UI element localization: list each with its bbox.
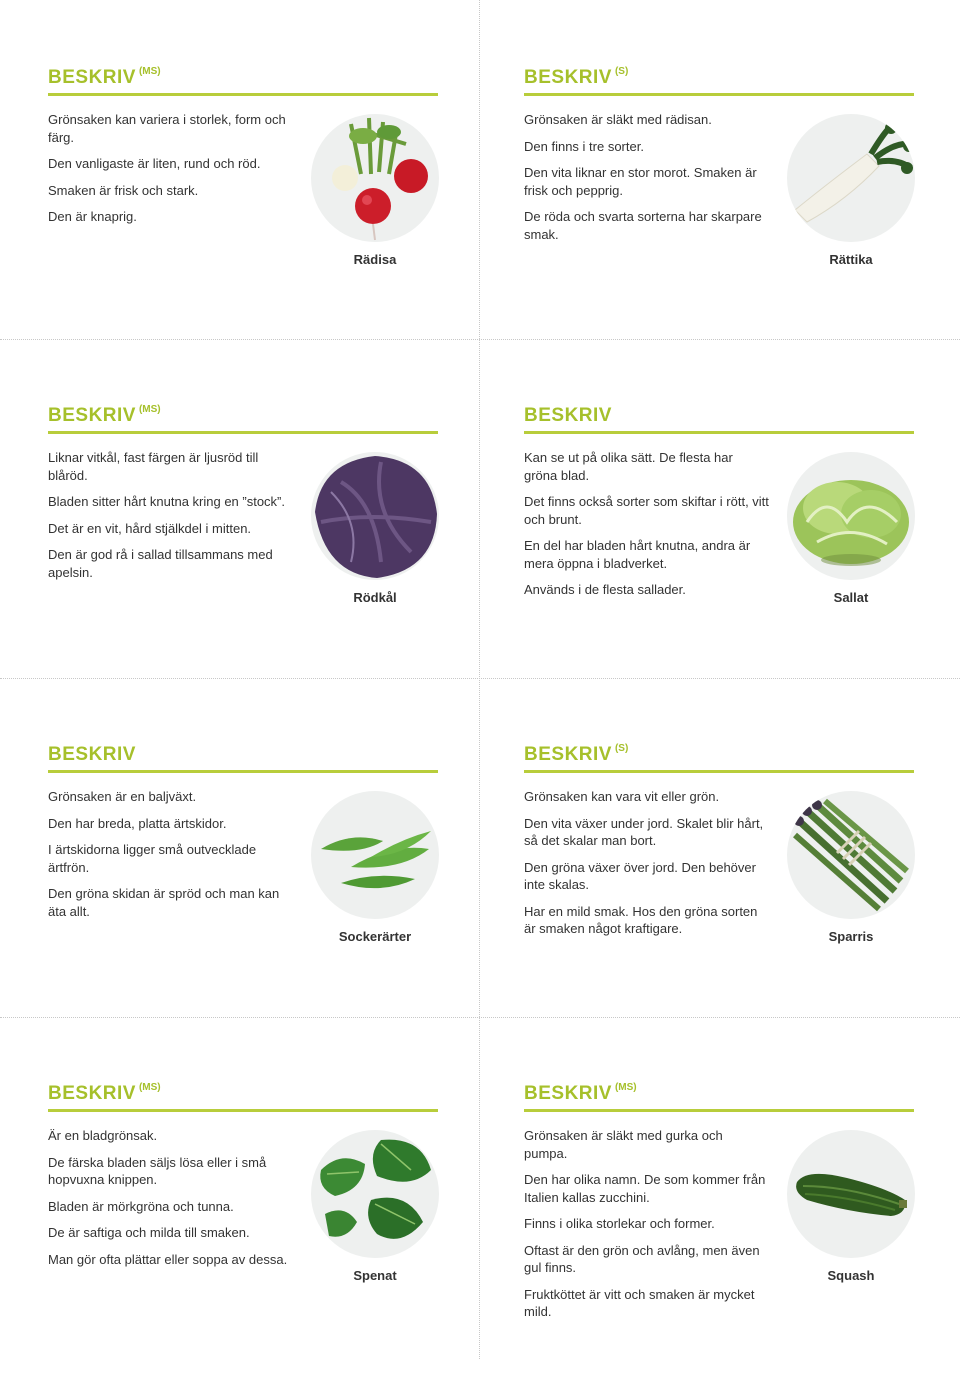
card-spinach <box>48 1082 448 1382</box>
description-line: Man gör ofta plättar eller soppa av dessa. <box>48 1251 288 1267</box>
description-line: En del har bladen hårt knutna, andra är mera öppna i bladverket. <box>524 538 751 571</box>
title-text: BESKRIV <box>48 1083 136 1104</box>
card-description <box>524 788 769 947</box>
description-line: Grönsaken kan vara vit eller grön. <box>524 789 720 804</box>
card-asparagus <box>524 743 924 1043</box>
card-zucchini <box>524 1082 924 1382</box>
description-line: Den har olika namn. De som kommer från Italien kallas zucchini. <box>524 1172 766 1205</box>
description-line: Det finns också sorter som skiftar i rött, vitt och brunt. <box>524 494 769 527</box>
card-red-cabbage <box>48 404 448 704</box>
vegetable-name: Squash <box>827 1268 875 1283</box>
description-line: Har en mild smak. Hos den gröna sorten är smaken något kraftigare. <box>524 903 758 936</box>
vegetable-name: Rättika <box>829 252 873 267</box>
description-line: Den vita liknar en stor morot. Smaken är frisk och pepprig. <box>524 165 757 198</box>
card-title <box>524 404 914 434</box>
title-text: BESKRIV <box>48 744 136 765</box>
card-description <box>48 449 293 590</box>
card-title <box>48 743 438 773</box>
description-line: Den vita växer under jord. Skalet blir hårt, så det skalar man bort. <box>524 815 764 848</box>
vegetable-name: Spenat <box>353 1268 397 1283</box>
red-cabbage-icon <box>311 452 439 580</box>
description-line: Används i de flesta sallader. <box>524 582 686 597</box>
title-text: BESKRIV <box>48 405 136 426</box>
description-line: Liknar vitkål, fast färgen är ljusröd till blåröd. <box>48 450 259 483</box>
card-daikon <box>524 66 924 366</box>
description-line: Finns i olika storlekar och former. <box>524 1216 715 1231</box>
vegetable-name: Sockerärter <box>338 929 412 944</box>
vegetable-name: Sparris <box>828 929 874 944</box>
card-radish <box>48 66 448 366</box>
description-line: Den vanligaste är liten, rund och röd. <box>48 156 261 171</box>
spinach-icon <box>311 1130 439 1258</box>
description-line: Grönsaken är släkt med rädisan. <box>524 112 712 127</box>
description-line: Den gröna skidan är spröd och man kan äta allt. <box>48 886 280 919</box>
radish-icon <box>311 114 439 242</box>
vegetable-name: Rädisa <box>353 252 397 267</box>
zucchini-icon <box>787 1130 915 1258</box>
vegetable-name: Rödkål <box>353 590 397 605</box>
title-level: (MS) <box>138 1082 161 1093</box>
description-line: De färska bladen säljs lösa eller i små hopvuxna knippen. <box>48 1154 267 1187</box>
card-description <box>48 111 293 235</box>
title-text: BESKRIV <box>48 67 136 88</box>
description-line: Den är god rå i sallad tillsammans med apelsin. <box>48 547 273 580</box>
asparagus-icon <box>787 791 915 919</box>
description-line: I ärtskidorna ligger små outvecklade ärtfrön. <box>48 842 257 875</box>
description-line: Grönsaken är en baljväxt. <box>48 789 197 804</box>
title-level: (MS) <box>614 1082 637 1093</box>
description-line: Den har breda, platta ärtskidor. <box>48 815 227 831</box>
title-text: BESKRIV <box>524 1083 612 1104</box>
card-title <box>524 1082 914 1112</box>
description-line: Oftast är den grön och avlång, men även gul finns. <box>524 1242 760 1275</box>
title-text: BESKRIV <box>524 744 612 765</box>
vegetable-name: Sallat <box>833 590 869 605</box>
description-line: Bladen är mörkgröna och tunna. <box>48 1198 234 1214</box>
title-level: (MS) <box>138 66 161 77</box>
lettuce-icon <box>787 452 915 580</box>
card-description <box>48 1127 293 1277</box>
description-line: Fruktköttet är vitt och smaken är mycket mild. <box>524 1286 755 1319</box>
card-title <box>48 404 438 434</box>
description-line: Smaken är frisk och stark. <box>48 182 199 198</box>
daikon-icon <box>787 114 915 242</box>
card-title <box>48 1082 438 1112</box>
card-title <box>48 66 438 96</box>
title-level: (S) <box>614 66 629 77</box>
title-level: (MS) <box>138 404 161 415</box>
description-line: Bladen sitter hårt knutna kring en ”stock”. <box>48 494 286 509</box>
card-description <box>48 788 293 929</box>
title-level: (S) <box>614 743 629 754</box>
description-line: Den är knaprig. <box>48 209 137 224</box>
description-line: De är saftiga och milda till smaken. <box>48 1225 250 1240</box>
card-snow-peas <box>48 743 448 1043</box>
description-line: Grönsaken är släkt med gurka och pumpa. <box>524 1128 723 1161</box>
description-line: Är en bladgrönsak. <box>48 1128 158 1143</box>
card-description <box>524 1127 769 1330</box>
card-title <box>524 66 914 96</box>
card-lettuce <box>524 404 924 704</box>
description-line: Kan se ut på olika sätt. De flesta har gröna blad. <box>524 450 733 483</box>
description-line: Den gröna växer över jord. Den behöver inte skalas. <box>524 859 756 892</box>
vertical-cut-line <box>479 0 480 1359</box>
description-line: Grönsaken kan variera i storlek, form och färg. <box>48 112 286 145</box>
card-description <box>524 111 769 252</box>
card-description <box>524 449 769 608</box>
description-line: De röda och svarta sorterna har skarpare smak. <box>524 209 762 242</box>
title-text: BESKRIV <box>524 405 612 426</box>
snow-peas-icon <box>311 791 439 919</box>
title-text: BESKRIV <box>524 67 612 88</box>
description-line: Den finns i tre sorter. <box>524 138 644 154</box>
card-title <box>524 743 914 773</box>
description-line: Det är en vit, hård stjälkdel i mitten. <box>48 520 252 536</box>
